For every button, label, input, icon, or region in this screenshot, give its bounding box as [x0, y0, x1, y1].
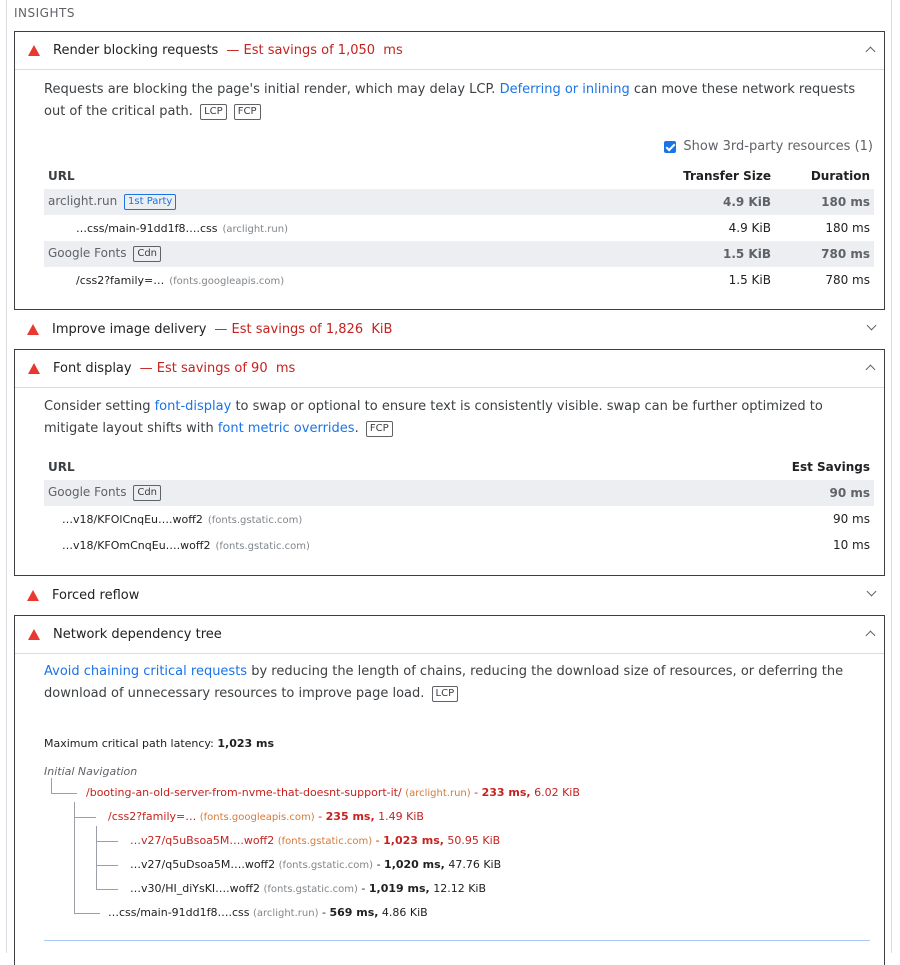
desc-text: by reducing the length of chains, reducing the download size of resources, or deferring the download of unnecessary resources to improve page load.	[44, 664, 844, 701]
thirdparty-toggle[interactable]	[664, 139, 873, 154]
entity-name	[48, 485, 161, 501]
divider	[44, 940, 870, 941]
entity-name	[48, 246, 161, 262]
node-host: (arclight.run)	[405, 788, 471, 799]
cdn-badge: Cdn	[133, 485, 161, 501]
render-blocking-table	[44, 163, 874, 293]
node-size: 50.95 KiB	[447, 834, 501, 847]
max-latency	[44, 737, 274, 750]
insight-title: Render blocking requests	[53, 43, 219, 58]
chevron-up-icon[interactable]	[866, 365, 876, 375]
font-display-link[interactable]: font-display	[154, 399, 232, 414]
tree-connector	[74, 802, 75, 913]
resource-url-text: …css/main-91dd1f8….css	[76, 221, 218, 235]
tree-node[interactable]: …v30/HI_diYsKI….woff2 (fonts.gstatic.com) - 1,019 ms, 12.12 KiB	[130, 882, 487, 895]
font-display-table	[44, 454, 874, 558]
latency-value: 1,023 ms	[217, 737, 274, 750]
tree-node[interactable]: /css2?family=… (fonts.googleapis.com) - 235 ms, 1.49 KiB	[108, 810, 424, 823]
table-row	[44, 267, 874, 293]
tree-node[interactable]: /booting-an-old-server-from-nvme-that-doesnt-support-it/ (arclight.run) - 233 ms, 6.02 KiB	[86, 786, 580, 799]
insight-render-blocking	[14, 31, 885, 310]
table-row	[44, 189, 874, 215]
node-time: 1,020 ms,	[384, 858, 445, 871]
tree-connector	[74, 817, 96, 818]
font-metric-overrides-link[interactable]: font metric overrides	[217, 421, 355, 436]
frame-border-right	[891, 0, 892, 953]
node-host: (fonts.gstatic.com)	[263, 884, 358, 895]
node-url: /booting-an-old-server-from-nvme-that-doesnt-support-it/	[86, 786, 402, 799]
lcp-badge: LCP	[432, 686, 459, 702]
desc-text: to swap or optional to ensure text is consistently visible. swap can be further optimized to mitigate layout shifts with	[44, 399, 823, 436]
fcp-badge: FCP	[234, 104, 261, 120]
avoid-chaining-link[interactable]: Avoid chaining critical requests	[44, 664, 248, 679]
warning-triangle-icon	[28, 363, 40, 374]
tree-node[interactable]: …v27/q5uBsoa5M….woff2 (fonts.gstatic.com) - 1,023 ms, 50.95 KiB	[130, 834, 501, 847]
fcp-badge: FCP	[366, 421, 393, 437]
chevron-down-icon[interactable]	[867, 587, 877, 597]
node-host: (fonts.gstatic.com)	[277, 836, 373, 847]
resource-url-text: …v18/KFOlCnqEu….woff2	[62, 512, 203, 526]
deferring-link[interactable]: Deferring or inlining	[499, 82, 630, 97]
insight-title: Network dependency tree	[53, 627, 222, 642]
insight-description	[44, 661, 864, 705]
warning-triangle-icon	[27, 590, 39, 601]
insight-savings: — Est savings of 90 ms	[139, 361, 296, 376]
desc-text: Requests are blocking the page's initial render, which may delay LCP.	[44, 82, 500, 97]
node-time: 1,019 ms,	[368, 882, 430, 895]
row-duration: 780 ms	[821, 247, 870, 261]
resource-url[interactable]	[62, 513, 302, 526]
resource-url-text: …v18/KFOmCnqEu….woff2	[62, 538, 211, 552]
tree-node[interactable]: …v27/q5uDsoa5M….woff2 (fonts.gstatic.com) - 1,020 ms, 47.76 KiB	[130, 858, 502, 871]
tree-connector	[96, 841, 118, 842]
node-size: 1.49 KiB	[378, 810, 424, 823]
resource-url[interactable]	[76, 274, 284, 287]
entity-label: Google Fonts	[48, 246, 127, 260]
entity-name	[48, 194, 176, 210]
col-duration: Duration	[810, 169, 870, 183]
cdn-badge: Cdn	[133, 246, 161, 262]
warning-triangle-icon	[27, 324, 39, 335]
warning-triangle-icon	[28, 45, 40, 56]
insight-description	[44, 396, 864, 440]
col-transfer-size: Transfer Size	[683, 169, 771, 183]
node-time: 1,023 ms,	[383, 834, 444, 847]
tree-connector	[51, 778, 52, 793]
row-size: 4.9 KiB	[728, 221, 771, 235]
row-savings: 90 ms	[832, 512, 870, 526]
tree-connector	[96, 889, 118, 890]
insight-image-delivery-header[interactable]	[14, 310, 885, 348]
first-party-badge: 1st Party	[124, 194, 176, 210]
row-duration: 180 ms	[821, 195, 870, 209]
thirdparty-label: Show 3rd-party resources (1)	[683, 139, 873, 154]
table-header	[44, 454, 874, 480]
col-url: URL	[48, 169, 75, 183]
resource-host: (arclight.run)	[222, 223, 288, 235]
node-time: 233 ms,	[481, 786, 531, 799]
node-url: /css2?family=…	[108, 810, 197, 823]
row-savings: 90 ms	[829, 486, 870, 500]
insight-image-delivery[interactable]	[14, 310, 885, 348]
node-url: …v27/q5uDsoa5M….woff2	[130, 858, 276, 871]
tree-connector	[96, 826, 97, 889]
insight-forced-reflow[interactable]	[14, 576, 885, 614]
resource-url[interactable]	[62, 539, 310, 552]
node-size: 6.02 KiB	[534, 786, 580, 799]
node-url: …v30/HI_diYsKI….woff2	[130, 882, 260, 895]
chevron-up-icon[interactable]	[866, 47, 876, 57]
chevron-up-icon[interactable]	[866, 631, 876, 641]
insight-description	[44, 79, 864, 123]
resource-host: (fonts.gstatic.com)	[207, 514, 303, 526]
resource-url[interactable]	[76, 222, 288, 235]
latency-label: Maximum critical path latency:	[44, 737, 218, 750]
insight-title: Improve image delivery	[52, 321, 207, 337]
node-time: 235 ms,	[325, 810, 375, 823]
insight-savings: — Est savings of 1,050 ms	[226, 43, 403, 58]
tree-node[interactable]: …css/main-91dd1f8….css (arclight.run) - 569 ms, 4.86 KiB	[108, 906, 428, 919]
desc-text: Consider setting	[44, 399, 155, 414]
resource-host: (fonts.googleapis.com)	[169, 275, 285, 287]
row-duration: 780 ms	[825, 273, 870, 287]
insight-title: Font display	[53, 361, 132, 376]
node-url: …css/main-91dd1f8….css	[108, 906, 250, 919]
insight-forced-reflow-header[interactable]	[14, 576, 885, 614]
row-size: 4.9 KiB	[723, 195, 771, 209]
node-size: 12.12 KiB	[433, 882, 487, 895]
node-host: (arclight.run)	[253, 908, 319, 919]
node-url: …v27/q5uBsoa5M….woff2	[130, 834, 275, 847]
section-title: INSIGHTS	[14, 6, 75, 20]
col-url: URL	[48, 460, 75, 474]
warning-triangle-icon	[28, 629, 40, 640]
table-row	[44, 480, 874, 506]
desc-text: .	[354, 421, 359, 436]
resource-url-text: /css2?family=…	[76, 273, 165, 287]
insight-savings: — Est savings of 1,826 KiB	[214, 321, 393, 337]
node-size: 47.76 KiB	[448, 858, 502, 871]
insight-font-display	[14, 349, 885, 576]
col-est-savings: Est Savings	[791, 460, 870, 474]
entity-label: arclight.run	[48, 194, 118, 208]
frame-border-left	[6, 0, 7, 953]
chevron-down-icon[interactable]	[867, 321, 877, 331]
insight-network-tree	[14, 615, 885, 965]
row-size: 1.5 KiB	[728, 273, 771, 287]
table-row	[44, 241, 874, 267]
tree-connector	[74, 913, 100, 914]
insight-title: Forced reflow	[52, 587, 140, 603]
resource-host: (fonts.gstatic.com)	[215, 540, 310, 552]
row-duration: 180 ms	[825, 221, 870, 235]
desc-text: can move these network requests out of the critical path.	[44, 82, 856, 119]
node-time: 569 ms,	[329, 906, 379, 919]
lcp-badge: LCP	[200, 104, 227, 120]
row-size: 1.5 KiB	[723, 247, 771, 261]
dependency-tree	[44, 764, 874, 934]
row-savings: 10 ms	[832, 538, 870, 552]
table-row	[44, 215, 874, 241]
node-host: (fonts.googleapis.com)	[199, 812, 315, 823]
table-header	[44, 163, 874, 189]
tree-connector	[96, 865, 118, 866]
table-row	[44, 506, 874, 532]
entity-label: Google Fonts	[48, 485, 127, 499]
insight-font-display-header[interactable]	[15, 350, 884, 388]
table-row	[44, 532, 874, 558]
node-size: 4.86 KiB	[381, 906, 428, 919]
insight-render-blocking-header[interactable]	[15, 32, 884, 70]
node-host: (fonts.gstatic.com)	[278, 860, 374, 871]
insight-network-tree-header[interactable]	[15, 616, 884, 654]
tree-root: Initial Navigation	[44, 765, 138, 778]
tree-connector	[51, 793, 77, 794]
checkbox-checked-icon[interactable]	[664, 141, 676, 153]
